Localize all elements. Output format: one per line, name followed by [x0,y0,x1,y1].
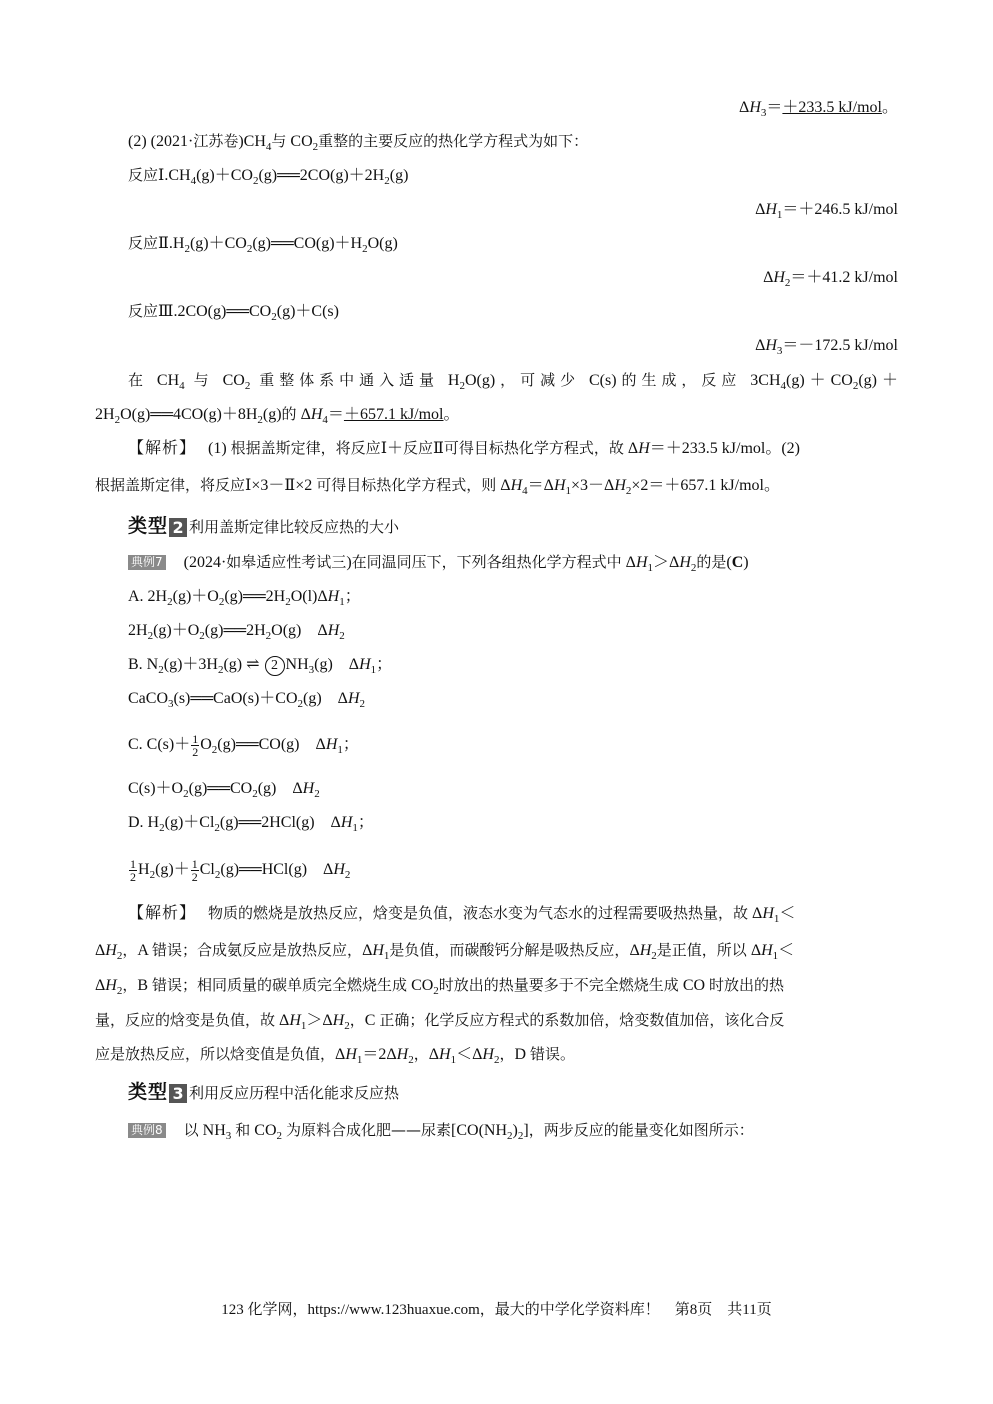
option-a-line-1: A. $2H_2(g)+O_2(g)══2H_2O(l)\Delta H_1$； [128,588,361,609]
type-2-title: 利用盖斯定律比较反应热的大小 [189,518,400,536]
type-3-title: 利用反应历程中活化能求反应热 [189,1084,400,1102]
type-3-heading [128,1080,399,1106]
reaction-3: 反应$Ⅲ.2CO(g)══CO_2(g)+C(s)$ [128,302,339,324]
dh3-top-line: $\Delta H_3=+233.5$ kJ/mol。 [739,99,898,120]
example-7-tag: 典例7 [128,555,166,570]
example-8-tag: 典例8 [128,1123,166,1138]
paragraph-line-1: 在 $CH_4$ 与 $CO_2$ 重整体系中通入适量 $H_2O(g)$，可减少 C(s)的生成，反应 $3CH_4(g)+CO_2(g)+$ [128,371,898,393]
reaction-2: 反应$Ⅱ.H_2(g)+CO_2(g)══CO(g)+H_2O(g)$ [128,234,398,256]
page-footer: 123 化学网，https://www.123huaxue.com，最大的中学化学资料库！ 第8页 共11页 [221,1302,772,1318]
analysis-2-line-1: 【解析】 物质的燃烧是放热反应，焓变是负值，液态水变为气态水的过程需要吸热热量，故 $\Delta H_1<$ [128,903,796,926]
reversible-arrow-icon: ⇌ [246,656,260,673]
option-a-line-2: $2H_2(g)+O_2(g)══2H_2O(g)$ $\Delta H_2$ [128,622,345,643]
type-2-label: 类型 [128,515,169,537]
reaction-2-dh: $\Delta H_2=+41.2$ kJ/mol [763,269,898,290]
type-2-heading [128,514,399,540]
analysis-label: 【解析】 [128,438,197,457]
analysis-2-line-3: $\Delta H_2$，B 错误；相同质量的碳单质完全燃烧生成 $CO_2$时放出的热量要多于不完全燃烧生成 CO 时放出的热 [95,976,785,998]
option-b-line-2: $CaCO_3(s)══CaO(s)+CO_2(g)$ $\Delta H_2$ [128,690,366,711]
example-8: 典例8 以 $NH_3$ 和 $CO_2$ 为原料合成化肥——尿素$[CO(NH_2)_2]$，两步反应的能量变化如图所示： [128,1120,754,1146]
analysis-2-line-4: 量，反应的焓变是负值，故 $\Delta H_1>\Delta H_2$，C 正确；化学反应方程式的系数加倍，焓变数值加倍，该化合反 [95,1011,785,1033]
option-c-line-2: $C(s)+O_2(g)══CO_2(g)$ $\Delta H_2$ [128,780,320,801]
q2-intro: (2) (2021·江苏卷)$CH_4$与 $CO_2$重整的主要反应的热化学方程式为如下： [128,132,589,154]
paragraph-line-2: $2H_2O(g)══4CO(g)+8H_2(g)$的 $\Delta H_4=+657.1$ kJ/mol。 [95,405,460,427]
option-d-line-1: D. $H_2(g)+Cl_2(g)══2HCl(g)$ $\Delta H_1$； [128,814,374,835]
option-c-line-1: C. C(s)＋ $\frac{1}{2}$ $O_2(g)══CO(g)$ $\Delta H_1$； [128,731,359,759]
analysis-1-line-2: 根据盖斯定律，将反应Ⅰ×3－Ⅱ×2 可得目标热化学方程式，则 $\Delta H_4=\Delta H_1\times 3-\Delta H_2\times 2=+657.1$ kJ/mol。 [95,476,780,498]
example-7: 典例7 (2024·如皋适应性考试三)在同温同压下，下列各组热化学方程式中 $\Delta H_1>\Delta H_2$的是(C) [128,552,749,578]
analysis-2-line-2: $\Delta H_2$，A 错误；合成氨反应是放热反应，$\Delta H_1$是负值，而碳酸钙分解是吸热反应，$\Delta H_2$是正值，所以 $\Delta H_1<$ [95,941,795,963]
analysis-1-line-1: 【解析】 (1) 根据盖斯定律，将反应Ⅰ＋反应Ⅱ可得目标热化学方程式，故 ΔH＝＋233.5 kJ/mol。(2) [128,438,801,457]
option-b-line-1: B. $N_2(g)+3H_2(g)$ ⇌ 2 $NH_3(g)$ $\Delta H_1$； [128,656,393,677]
reaction-1: 反应$Ⅰ.CH_4(g)+CO_2(g)══2CO(g)+2H_2(g)$ [128,166,409,188]
analysis-2-line-5: 应是放热反应，所以焓变值是负值，$\Delta H_1=2\Delta H_2$，$\Delta H_1<\Delta H_2$，D 错误。 [95,1045,576,1067]
option-d-line-2: $\frac{1}{2}$ $H_2(g)+$ $\frac{1}{2}$ $Cl_2(g)══HCl(g)$ $\Delta H_2$ [130,856,351,884]
reaction-3-dh: $\Delta H_3=-172.5$ kJ/mol [755,337,898,358]
reaction-1-dh: $\Delta H_1=+246.5$ kJ/mol [755,201,898,222]
type-3-number: 3 [169,1084,187,1103]
type-3-label: 类型 [128,1081,169,1103]
type-2-number: 2 [169,518,187,537]
